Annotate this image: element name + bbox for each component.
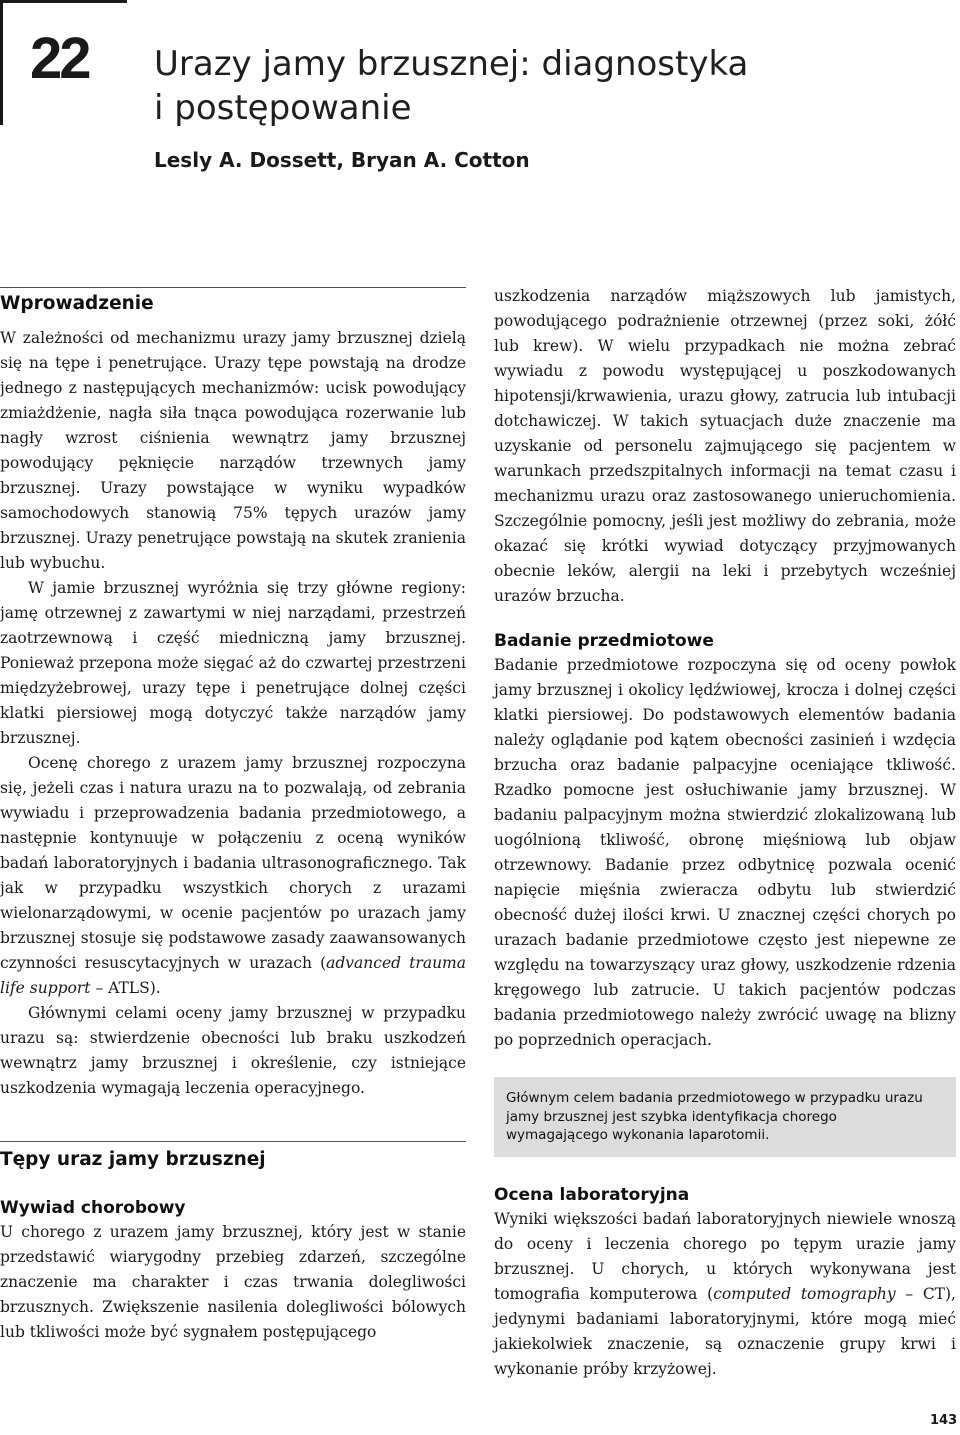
chapter-frame-left-rule bbox=[0, 0, 3, 125]
paragraph-intro-3-italic: advanced trauma life support bbox=[0, 954, 466, 997]
paragraph-intro-1: W zależności od mechanizmu urazy jamy brzusznej dzielą się na tępe i penetrujące. Urazy tępe powstają na drodze jednego z następujących mechanizmów: ucisk powodujący zmiażdżenie, nagła siła tnąca powodująca rozerwanie lub nagły wzrost ciśnienia wewnątrz jamy brzusznej powodujący pęknięcie narządów trzewnych jamy brzusznej. Urazy powstające w wyniku wypadków samochodowych stanowią 75% tępych urazów jamy brzusznej. Urazy penetrujące powstają na skutek zranienia lub wybuchu. bbox=[0, 329, 466, 572]
heading-medical-history: Wywiad chorobowy bbox=[0, 1198, 186, 1218]
heading-laboratory-evaluation: Ocena laboratoryjna bbox=[494, 1184, 690, 1205]
left-column bbox=[0, 287, 466, 1345]
paragraph-intro-3-text-a: Ocenę chorego z urazem jamy brzusznej rozpoczyna się, jeżeli czas i natura urazu na to pozwalają, od zebrania wywiadu i przeprowadzenia badania przedmiotowego, a następnie kontynuuje w połączeniu z oceną wyników badań laboratoryjnych i badania ultrasonograficznego. Tak jak w przypadku wszystkich chorych z urazami wielonarządowymi, w ocenie pacjentów po urazach jamy brzusznej stosuje się podstawowe zasady zaawansowanych czynności resuscytacyjnych w urazach ( bbox=[0, 754, 466, 972]
section-rule-blunt-trauma bbox=[0, 1141, 466, 1142]
section-rule-introduction bbox=[0, 287, 466, 288]
heading-blunt-trauma: Tępy uraz jamy brzusznej bbox=[0, 1149, 266, 1170]
key-point-text: Głównym celem badania przedmiotowego w przypadku urazu jamy brzusznej jest szybka identyfikacja chorego wymagającego wykonania laparotomii. bbox=[506, 1090, 923, 1143]
right-column bbox=[494, 284, 956, 1382]
chapter-frame-top-rule bbox=[0, 0, 127, 3]
chapter-title-line-1: Urazy jamy brzusznej: diagnostyka bbox=[154, 44, 749, 84]
heading-physical-examination: Badanie przedmiotowe bbox=[494, 631, 714, 651]
chapter-number: 22 bbox=[30, 26, 89, 91]
chapter-title bbox=[154, 42, 914, 130]
paragraph-intro-3 bbox=[0, 751, 466, 1001]
chapter-title-line-2: i postępowanie bbox=[154, 88, 412, 128]
paragraph-history-1: U chorego z urazem jamy brzusznej, który jest w stanie przedstawić wiarygodny przebieg zdarzeń, szczególne znaczenie ma charakter i czas trwania dolegliwości brzusznych. Zwiększenie nasilenia dolegliwości bólowych lub tkliwości może być sygnałem postępującego bbox=[0, 1223, 466, 1341]
paragraph-intro-2: W jamie brzusznej wyróżnia się trzy główne regiony: jamę otrzewnej z zawartymi w niej narządami, przestrzeń zaotrzewnową i część miedniczną jamy brzusznej. Ponieważ przepona może sięgać aż do czwartej przestrzeni międzyżebrowej, urazy tępe i penetrujące dolnej części klatki piersiowej mogą dotyczyć także narządów jamy brzusznej. bbox=[0, 579, 466, 747]
chapter-authors: Lesly A. Dossett, Bryan A. Cotton bbox=[154, 148, 530, 172]
key-point-box bbox=[494, 1077, 956, 1157]
page-number: 143 bbox=[930, 1413, 958, 1428]
heading-introduction: Wprowadzenie bbox=[0, 293, 154, 314]
paragraph-history-continued: uszkodzenia narządów miąższowych lub jamistych, powodującego podrażnienie otrzewnej (przez soki, żółć lub krew). W wielu przypadkach nie można zebrać wywiadu z powodu występującej u poszkodowanych hipotensji/krwawienia, urazu głowy, zatrucia lub intubacji dotchawiczej. W takich sytuacjach duże znaczenie ma uzyskanie od personelu zajmującego się pacjentem w warunkach przedszpitalnych informacji na temat czasu i mechanizmu urazu oraz zastosowanego unieruchomienia. Szczególnie pomocny, jeśli jest możliwy do zebrania, może okazać się krótki wywiad dotyczący przyjmowanych obecnie leków, alergii na leki i przebytych wcześniej urazów brzucha. bbox=[494, 287, 956, 605]
paragraph-laboratory-text-a: Wyniki większości badań laboratoryjnych niewiele wnoszą do oceny i leczenia chorego po tępym urazie jamy brzusznej. U chorych, u których wykonywana jest tomografia komputerowa ( bbox=[494, 1209, 956, 1303]
paragraph-laboratory-text-b: – CT), jedynymi badaniami laboratoryjnymi, które mogą mieć jakiekolwiek znaczenie, są oznaczenie grupy krwi i wykonanie próby krzyżowej. bbox=[494, 1284, 956, 1378]
paragraph-intro-3-text-b: – ATLS). bbox=[90, 979, 161, 997]
paragraph-laboratory-italic: computed tomography bbox=[713, 1284, 896, 1303]
paragraph-examination: Badanie przedmiotowe rozpoczyna się od oceny powłok jamy brzusznej i okolicy lędźwiowej, krocza i dolnej części klatki piersiowej. Do podstawowych elementów badania należy oglądanie pod kątem obecności zasinień i wzdęcia brzucha oraz badanie palpacyjne oceniające tkliwość. Rzadko pomocne jest osłuchiwanie jamy brzusznej. W badaniu palpacyjnym można stwierdzić zlokalizowaną lub uogólnioną tkliwość, obronę mięśniową lub objaw otrzewnowy. Badanie przez odbytnicę pozwala ocenić napięcie mięśnia zwieracza odbytu lub stwierdzić obecność dużej ilości krwi. U znacznej części chorych po urazach badanie przedmiotowe często jest niepewne ze względu na towarzyszący uraz głowy, uszkodzenie rdzenia kręgowego lub zatrucie. U takich pacjentów podczas badania przedmiotowego należy zwrócić uwagę na blizny po poprzednich operacjach. bbox=[494, 656, 956, 1049]
paragraph-laboratory bbox=[494, 1207, 956, 1382]
paragraph-intro-4: Głównymi celami oceny jamy brzusznej w przypadku urazu są: stwierdzenie obecności lub braku uszkodzeń wewnątrz jamy brzusznej i określenie, czy istniejące uszkodzenia wymagają leczenia operacyjnego. bbox=[0, 1004, 466, 1097]
